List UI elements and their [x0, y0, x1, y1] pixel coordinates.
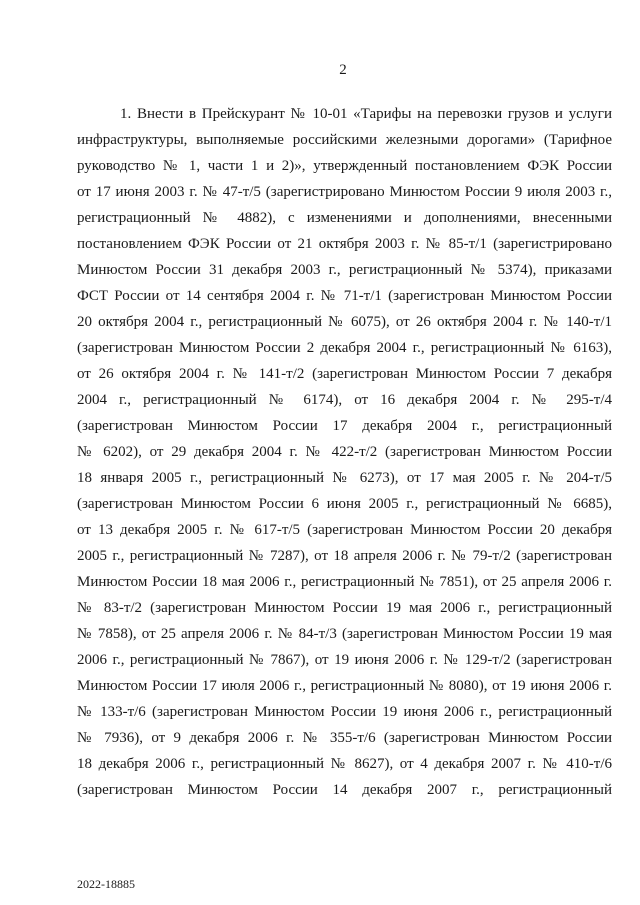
page-number: 2 [339, 62, 347, 78]
body-line: 1. Внести в Прейскурант № 10-01 «Тарифы на перевозки грузов и услуги [120, 106, 612, 122]
body-line: № 83-т/2 (зарегистрован Минюстом России 19 мая 2006 г., регистрационный [77, 600, 612, 616]
body-line: (зарегистрован Минюстом России 14 декабря 2007 г., регистрационный [77, 782, 612, 798]
body-line: инфраструктуры, выполняемые российскими железными дорогами» (Тарифное [77, 132, 612, 148]
body-line: 2005 г., регистрационный № 7287), от 18 апреля 2006 г. № 79-т/2 (зарегистрован [77, 548, 612, 564]
body-line: Минюстом России 17 июля 2006 г., регистрационный № 8080), от 19 июня 2006 г. [77, 678, 612, 694]
body-line: Минюстом России 31 декабря 2003 г., регистрационный № 5374), приказами [77, 262, 612, 278]
body-line: (зарегистрован Минюстом России 6 июня 2005 г., регистрационный № 6685), [77, 496, 612, 512]
document-code: 2022-18885 [77, 877, 135, 891]
body-line: (зарегистрован Минюстом России 2 декабря 2004 г., регистрационный № 6163), [77, 340, 612, 356]
body-line: Минюстом России 18 мая 2006 г., регистрационный № 7851), от 25 апреля 2006 г. [77, 574, 612, 590]
body-line: 18 января 2005 г., регистрационный № 6273), от 17 мая 2005 г. № 204-т/5 [77, 470, 612, 486]
body-line: № 133-т/6 (зарегистрован Минюстом России 19 июня 2006 г., регистрационный [77, 704, 612, 720]
body-line: от 26 октября 2004 г. № 141-т/2 (зарегистрован Минюстом России 7 декабря [77, 366, 612, 382]
body-line: ФСТ России от 14 сентября 2004 г. № 71-т/1 (зарегистрован Минюстом России [77, 288, 612, 304]
body-line: 2006 г., регистрационный № 7867), от 19 июня 2006 г. № 129-т/2 (зарегистрован [77, 652, 612, 668]
body-line: руководство № 1, части 1 и 2)», утвержденный постановлением ФЭК России [77, 158, 612, 174]
body-line: № 7936), от 9 декабря 2006 г. № 355-т/6 (зарегистрован Минюстом России [77, 730, 612, 746]
body-line: № 6202), от 29 декабря 2004 г. № 422-т/2 (зарегистрован Минюстом России [77, 444, 612, 460]
body-line: от 13 декабря 2005 г. № 617-т/5 (зарегистрован Минюстом России 20 декабря [77, 522, 612, 538]
body-line: регистрационный № 4882), с изменениями и дополнениями, внесенными [77, 210, 612, 226]
body-line: постановлением ФЭК России от 21 октября 2003 г. № 85-т/1 (зарегистрировано [77, 236, 612, 252]
body-line: от 17 июня 2003 г. № 47-т/5 (зарегистрировано Минюстом России 9 июля 2003 г., [77, 184, 612, 200]
body-line: 20 октября 2004 г., регистрационный № 6075), от 26 октября 2004 г. № 140-т/1 [77, 314, 612, 330]
body-line: 2004 г., регистрационный № 6174), от 16 декабря 2004 г. № 295-т/4 [77, 392, 612, 408]
body-line: 18 декабря 2006 г., регистрационный № 8627), от 4 декабря 2007 г. № 410-т/6 [77, 756, 612, 772]
body-line: № 7858), от 25 апреля 2006 г. № 84-т/3 (зарегистрован Минюстом России 19 мая [77, 626, 612, 642]
body-line: (зарегистрован Минюстом России 17 декабря 2004 г., регистрационный [77, 418, 612, 434]
